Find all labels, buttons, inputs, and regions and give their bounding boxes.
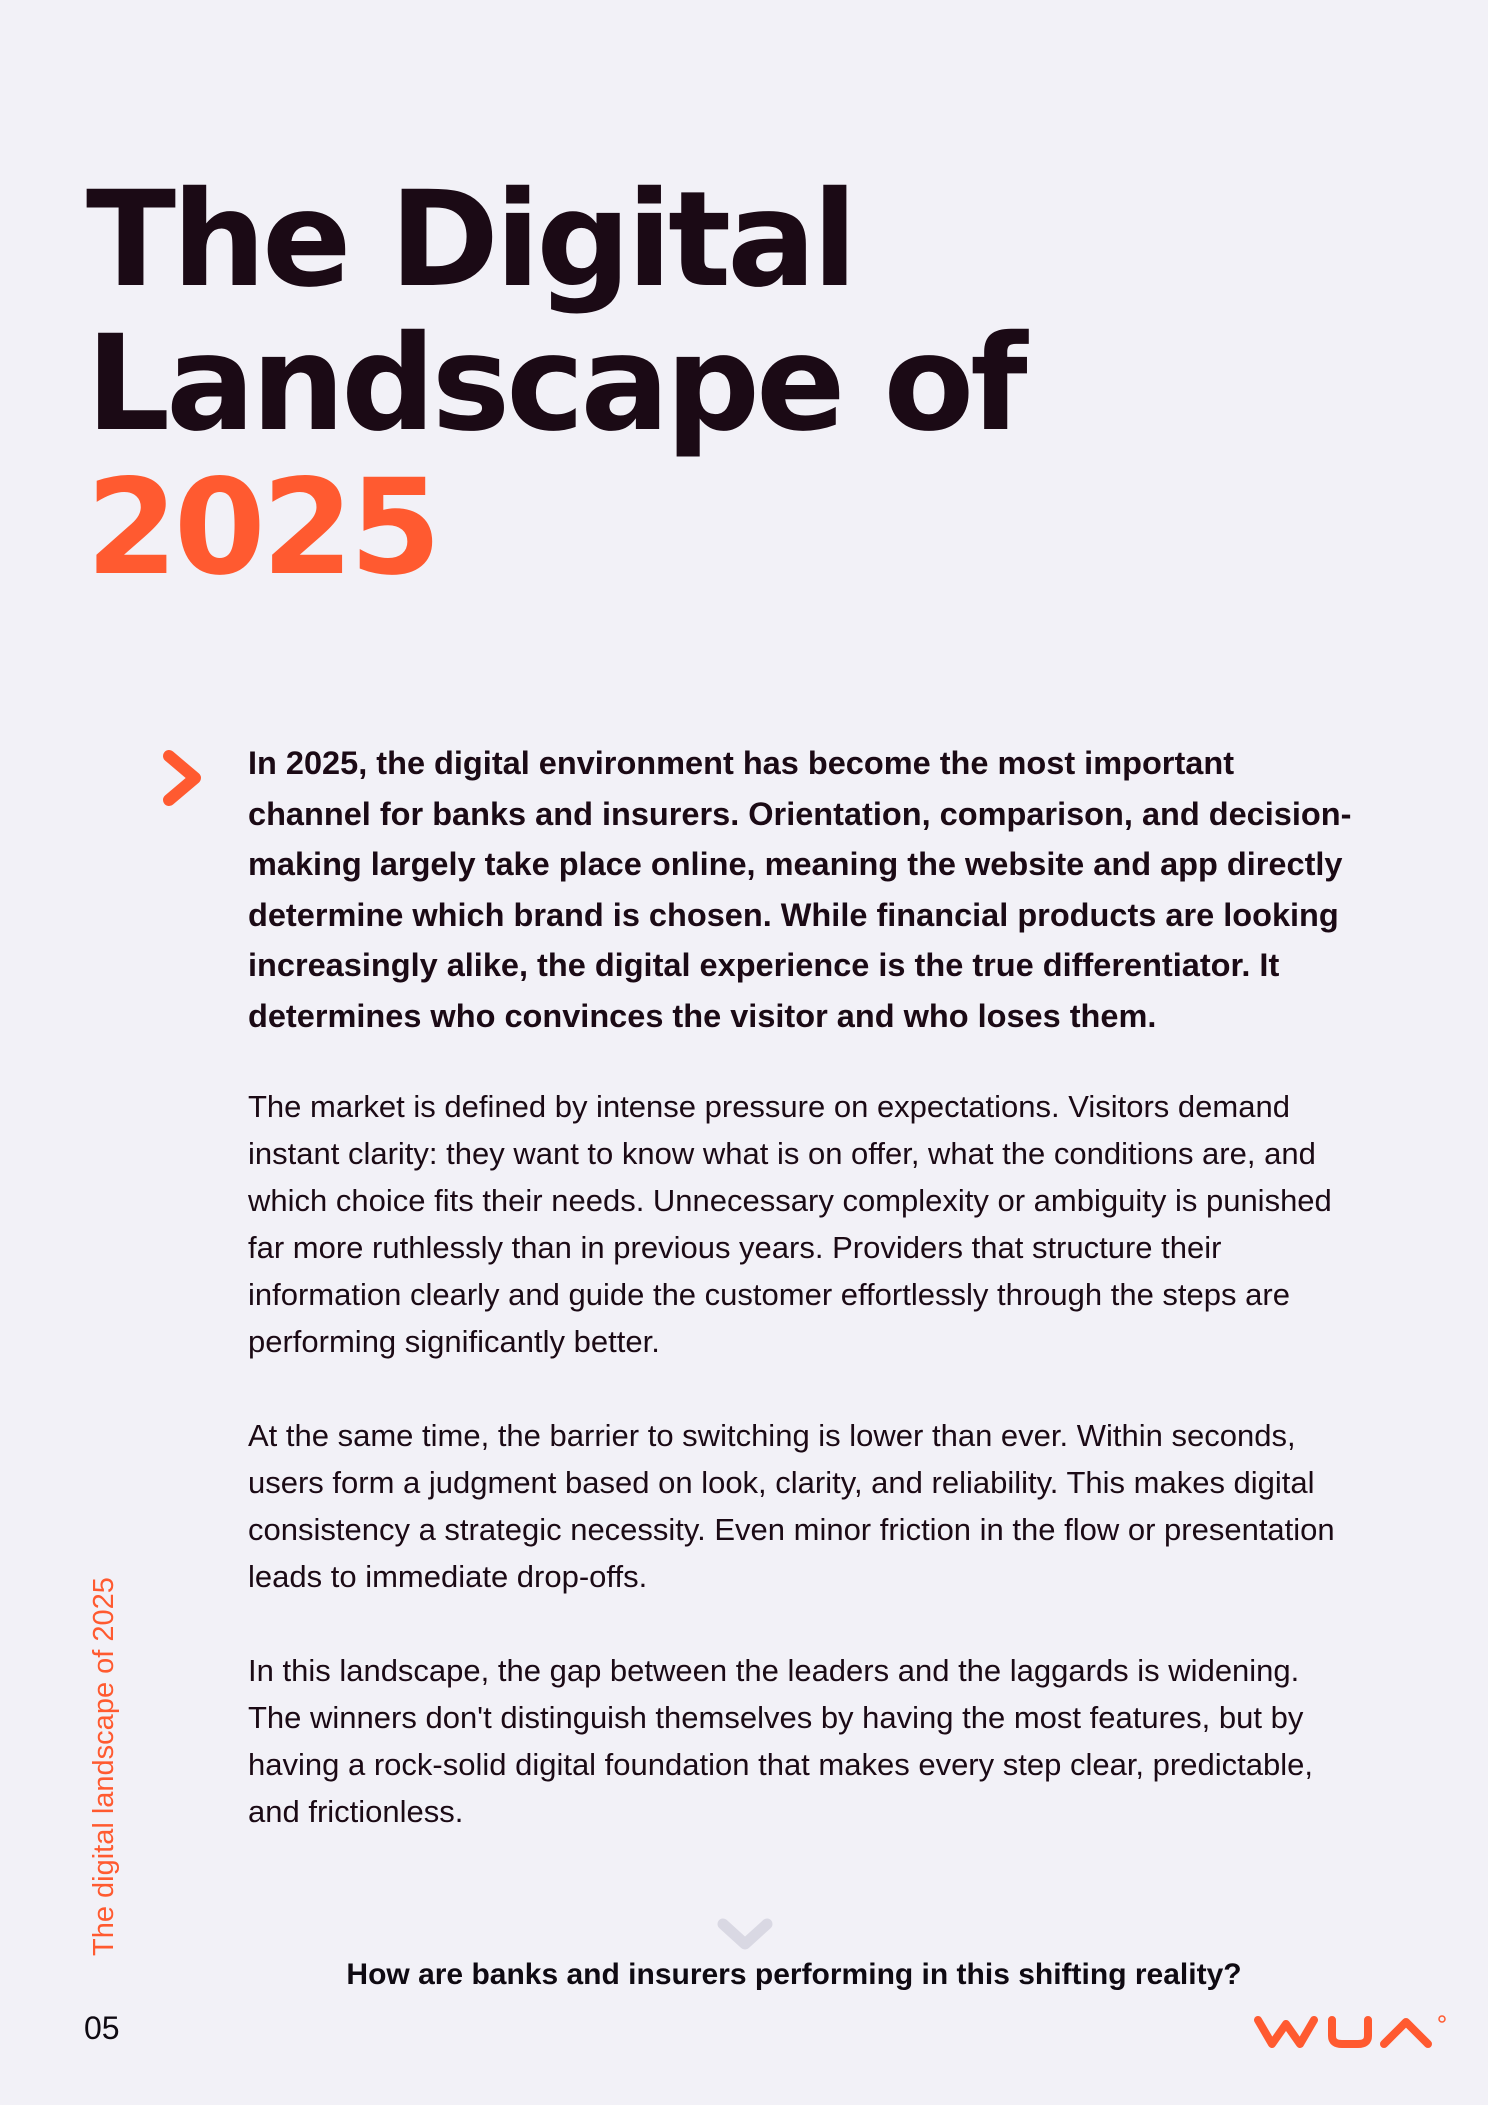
title-line-2: Landscape of xyxy=(86,307,1024,461)
chevron-down-icon xyxy=(715,1916,775,1954)
wua-logo xyxy=(1250,2012,1450,2052)
body-paragraph-3: In this landscape, the gap between the leaders and the laggards is widening. The winners don't distinguish themselves by having the most features, but by having a rock-solid digital foundation that makes every step clear, predictable, and frictionless. xyxy=(248,1653,1313,1829)
page-title xyxy=(86,163,1024,605)
article-body xyxy=(248,738,1358,1835)
body-paragraph-1: The market is defined by intense pressure on expectations. Visitors demand instant clarity: they want to know what is on offer, what the conditions are, and which choice fits their needs. Unnecessary complexity or ambiguity is punished far more ruthlessly than in previous years. Providers that structure their information clearly and guide the customer effortlessly through the steps are performing significantly better. xyxy=(248,1089,1332,1359)
lead-paragraph: In 2025, the digital environment has become the most important channel for banks and insurers. Orientation, comparison, and decision-making largely take place online, meaning the website and app directly determine which brand is chosen. While financial products are looking increasingly alike, the digital experience is the true differentiator. It determines who convinces the visitor and who loses them. xyxy=(248,745,1352,1034)
page-number: 05 xyxy=(84,2010,120,2046)
title-year: 2025 xyxy=(86,451,438,605)
closing-question: How are banks and insurers performing in this shifting reality? xyxy=(346,1958,1242,1991)
chevron-right-icon xyxy=(160,748,208,808)
side-section-label: The digital landscape of 2025 xyxy=(88,1577,120,1956)
title-line-1: The Digital xyxy=(86,163,854,317)
body-paragraph-2: At the same time, the barrier to switching is lower than ever. Within seconds, users form a judgment based on look, clarity, and reliability. This makes digital consistency a strategic necessity. Even minor friction in the flow or presentation leads to immediate drop-offs. xyxy=(248,1418,1335,1594)
